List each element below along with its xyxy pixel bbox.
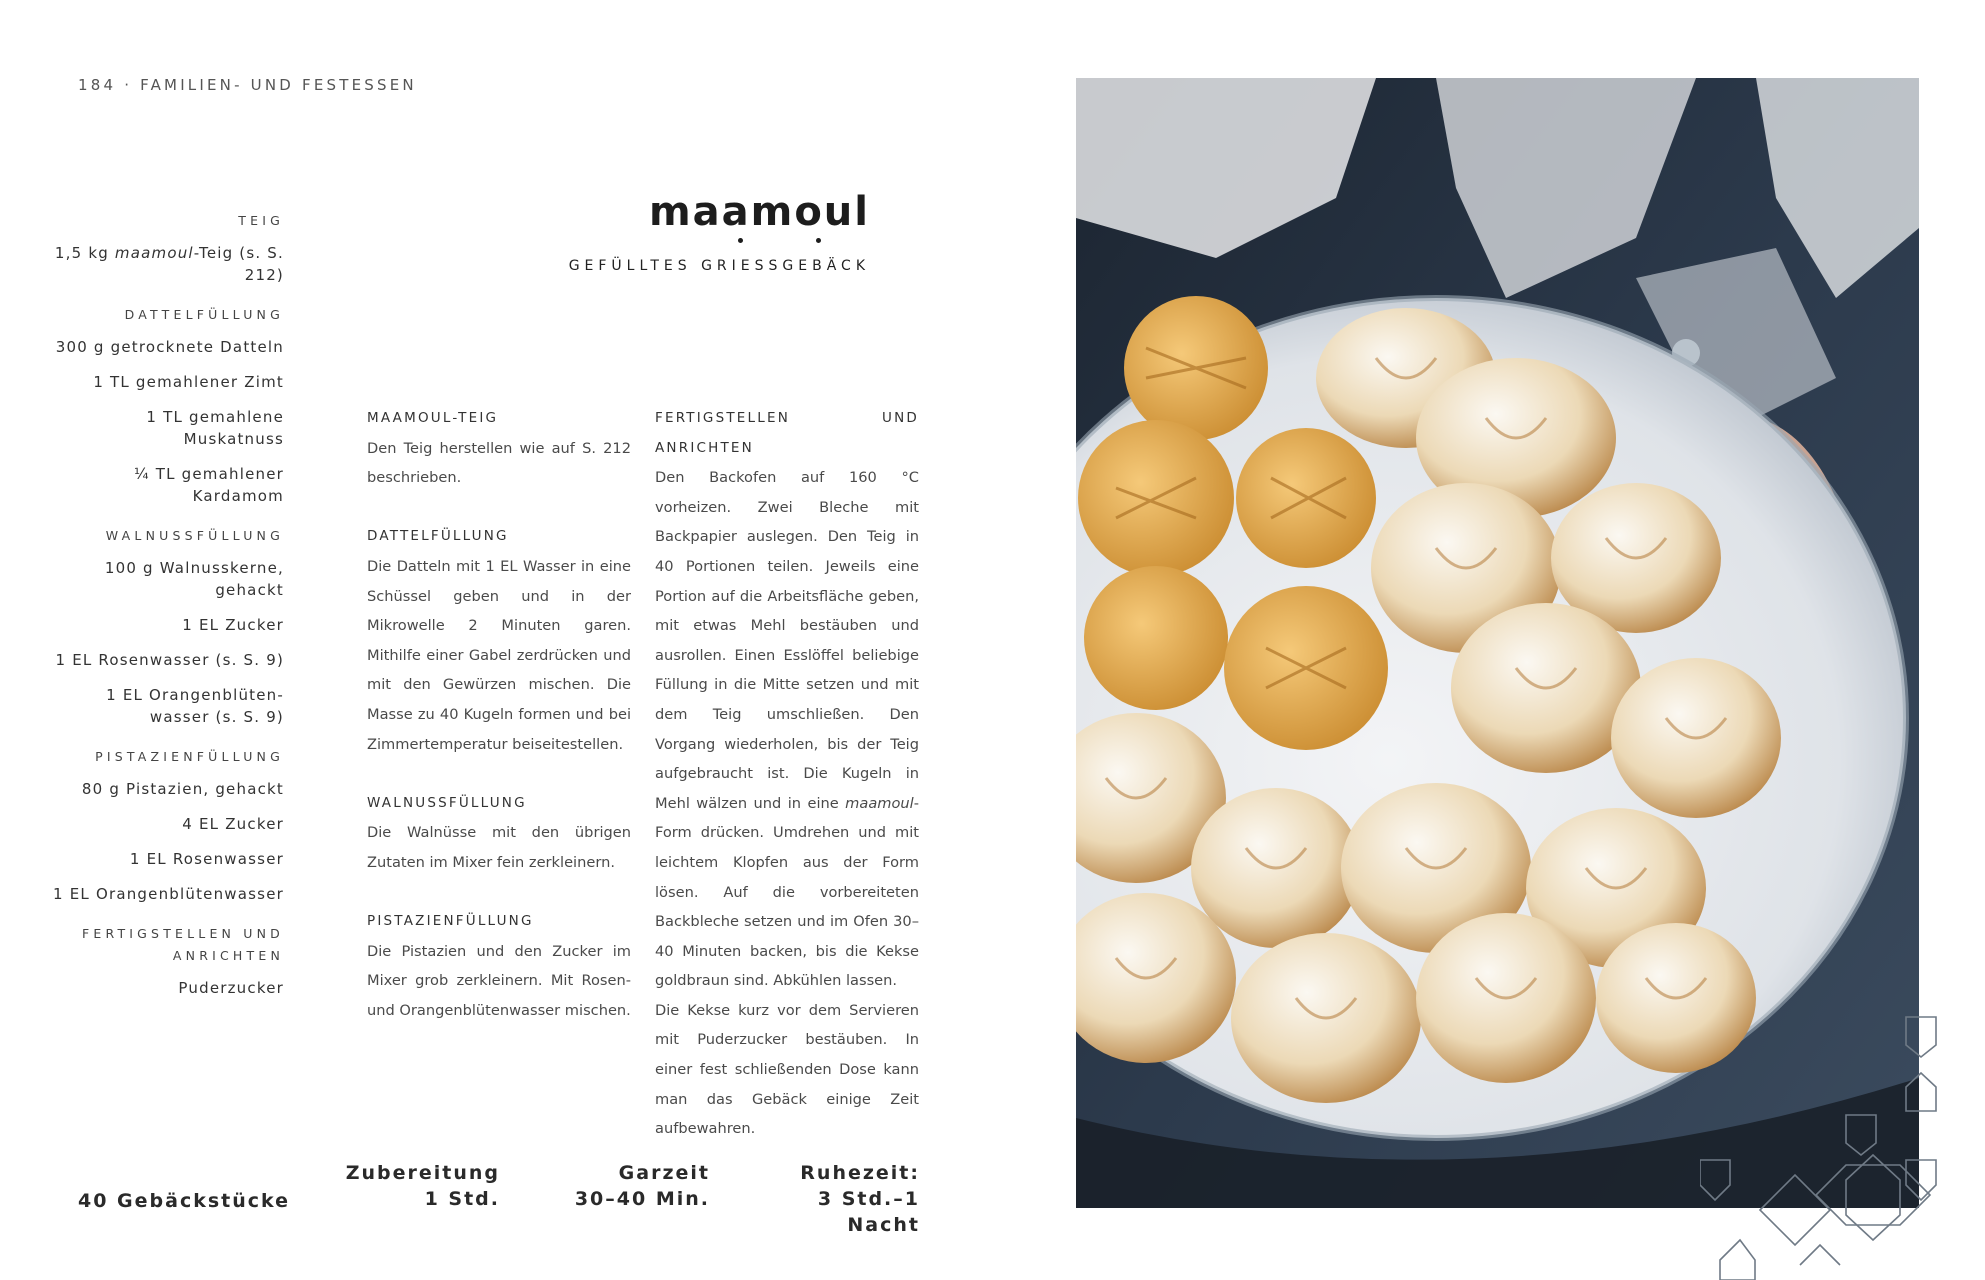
ingredients-column xyxy=(40,210,284,1017)
method-text: Den Teig herstellen wie auf S. 212 beschrieben. xyxy=(367,439,631,487)
ingredient-heading: WALNUSSFÜLLUNG xyxy=(105,528,284,543)
ingredient-item: 1 EL Orangenblüten-wasser (s. S. 9) xyxy=(106,686,284,726)
ingredient-heading: DATTELFÜLLUNG xyxy=(124,307,284,322)
method-text: Die Datteln mit 1 EL Wasser in eine Schüssel geben und in der Mikrowelle 2 Minuten garen. Mithilfe einer Gabel zerdrücken und mit den Gewürzen mischen. Die Masse zu 40 Kugeln formen und bei Zimmertemperatur beiseitestellen. xyxy=(367,557,631,753)
rest-time xyxy=(740,1160,920,1238)
method-text: Die Pistazien und den Zucker im Mixer grob zerkleinern. Mit Rosen- und Orangenblütenwasser mischen. xyxy=(367,942,631,1019)
ingredient-heading: FERTIGSTELLEN UND ANRICHTEN xyxy=(81,926,284,963)
ingredient-item: 1 EL Rosenwasser (s. S. 9) xyxy=(55,651,284,669)
ingredient-group-dattel xyxy=(40,304,284,507)
ingredient-item: 300 g getrocknete Datteln xyxy=(55,338,284,356)
recipe-subtitle: GEFÜLLTES GRIESSGEBÄCK xyxy=(568,258,870,274)
ingredient-item: 1 EL Orangenblütenwasser xyxy=(53,885,284,903)
ingredient-item: 80 g Pistazien, gehackt xyxy=(81,780,284,798)
method-heading: FERTIGSTELLEN UND ANRICHTEN xyxy=(655,410,919,456)
rest-time-label: Ruhezeit: xyxy=(800,1162,920,1184)
cook-time xyxy=(560,1160,710,1212)
cook-time-value: 30–40 Min. xyxy=(574,1188,710,1210)
ingredient-item: 1 TL gemahlener Zimt xyxy=(93,373,284,391)
recipe-title: maamoul xyxy=(648,189,870,235)
rest-time-value: 3 Std.–1 Nacht xyxy=(817,1188,920,1236)
cook-time-label: Garzeit xyxy=(618,1162,710,1184)
prep-time-label: Zubereitung xyxy=(345,1162,500,1184)
method-heading: PISTAZIENFÜLLUNG xyxy=(367,913,534,930)
ingredient-item: 100 g Walnusskerne, gehackt xyxy=(104,559,284,599)
method-heading: MAAMOUL-TEIG xyxy=(367,410,499,426)
recipe-title-block xyxy=(500,188,870,274)
ingredient-item: Puderzucker xyxy=(178,979,284,997)
ingredient-group-teig xyxy=(40,210,284,286)
page-header: 184 · FAMILIEN- UND FESTESSEN xyxy=(78,76,417,94)
method-column-1 xyxy=(367,404,631,1055)
prep-time-value: 1 Std. xyxy=(424,1188,500,1210)
ingredient-group-pistazie xyxy=(40,746,284,905)
ingredient-group-anrichten xyxy=(40,923,284,999)
geometric-ornament xyxy=(1700,1005,1940,1280)
method-section xyxy=(367,522,631,759)
method-section xyxy=(367,404,631,493)
ingredient-item: 1 EL Zucker xyxy=(182,616,284,634)
ingredient-item: 1,5 kg maamoul-Teig (s. S. 212) xyxy=(54,244,284,284)
method-heading: WALNUSSFÜLLUNG xyxy=(367,794,527,811)
ingredient-item: 1 EL Rosenwasser xyxy=(129,850,284,868)
method-text: Die Walnüsse mit den übrigen Zutaten im Mixer fein zerkleinern. xyxy=(367,824,631,871)
method-text: Den Backofen auf 160 °C vorheizen. Zwei Bleche mit Backpapier auslegen. Den Teig in 40 Portionen teilen. Jeweils eine Portion auf die Arbeitsfläche geben, mit etwas Mehl bestäuben und ausrollen. Einen Esslöffel beliebige Füllung in die Mitte setzen und mit dem Teig umschließen. Den Vorgang wiederholen, bis der Teig aufgebraucht ist. Die Kugeln in Mehl wälzen und in eine maamoul-Form drücken. Umdrehen und mit leichtem Klopfen aus der Form lösen. Auf die vorbereiteten Backbleche setzen und im Ofen 30–40 Minuten backen, bis die Kekse goldbraun sind. Abkühlen lassen. xyxy=(655,469,919,990)
ingredient-item: ¼ TL gemahlener Kardamom xyxy=(134,465,284,505)
method-section xyxy=(367,907,631,1025)
ingredient-item: 1 TL gemahlene Muskatnuss xyxy=(146,408,284,448)
prep-time xyxy=(340,1160,500,1212)
ingredient-group-walnuss xyxy=(40,525,284,728)
yield-label: 40 Gebäckstücke xyxy=(78,1190,291,1212)
ingredient-heading: TEIG xyxy=(238,213,284,228)
method-column-2 xyxy=(655,404,919,1144)
method-text: Die Kekse kurz vor dem Servieren mit Puderzucker bestäuben. In einer fest schließenden Dose kann man das Gebäck einige Zeit aufbewahren. xyxy=(655,1001,919,1138)
method-heading: DATTELFÜLLUNG xyxy=(367,528,509,545)
ingredient-item: 4 EL Zucker xyxy=(182,815,284,833)
title-dots-ornament xyxy=(500,236,870,250)
method-section xyxy=(367,789,631,878)
ingredient-heading: PISTAZIENFÜLLUNG xyxy=(95,749,284,764)
